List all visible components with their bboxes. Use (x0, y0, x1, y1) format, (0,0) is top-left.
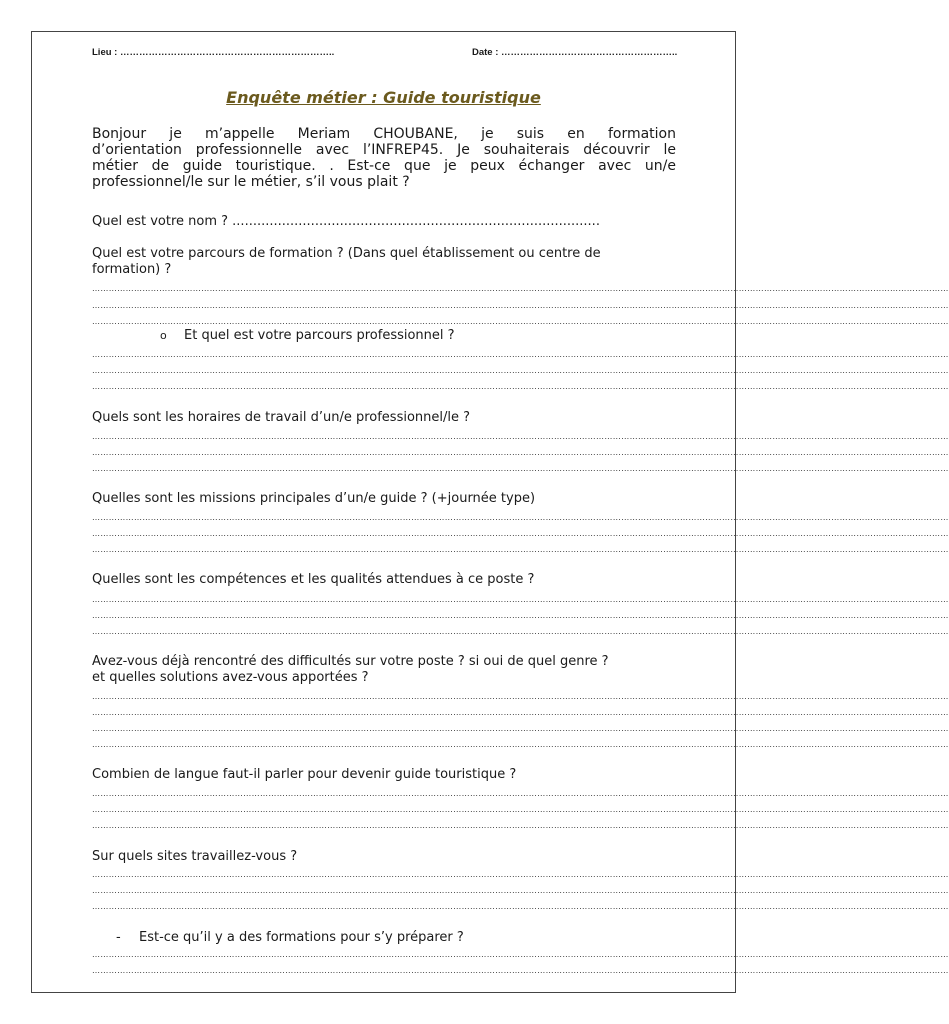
answer-line: ……………………………………………………………………………………………………………………………………………………………………………………………………………………………………………………………………………… (92, 284, 949, 293)
question-formations-preparer: Est-ce qu’il y a des formations pour s’y préparer ? (139, 930, 464, 945)
intro-paragraph (92, 126, 676, 190)
answer-line: ……………………………………………………………………………………………………………………………………………………………………………………………………………………………………………………………………………… (92, 432, 949, 441)
answer-line: ……………………………………………………………………………………………………………………………………………………………………………………………………………………………………………………………………………… (92, 950, 949, 959)
question-formation-cont: formation) ? (92, 262, 172, 277)
intro-line: d’orientation professionnelle avec l’INFREP45. Je souhaiterais découvrir le (92, 142, 676, 158)
answer-line: ……………………………………………………………………………………………………………………………………………………………………………………………………………………………………………………………………………… (92, 382, 949, 391)
question-horaires: Quels sont les horaires de travail d’un/e professionnel/le ? (92, 410, 471, 425)
question-name: Quel est votre nom ? ......................................................................................... (92, 214, 600, 229)
answer-line: ……………………………………………………………………………………………………………………………………………………………………………………………………………………………………………………………………………… (92, 886, 949, 895)
answer-line: ……………………………………………………………………………………………………………………………………………………………………………………………………………………………………………………………………………… (92, 708, 949, 717)
lieu-label: Lieu : (92, 47, 118, 58)
answer-line: ……………………………………………………………………………………………………………………………………………………………………………………………………………………………………………………………………………… (92, 966, 949, 975)
document-page (31, 31, 949, 993)
answer-line: ……………………………………………………………………………………………………………………………………………………………………………………………………………………………………………………………………………… (92, 301, 949, 310)
page-title: Enquête métier : Guide touristique (226, 88, 541, 107)
answer-line: ……………………………………………………………………………………………………………………………………………………………………………………………………………………………………………………………………………… (92, 366, 949, 375)
question-difficultes-cont: et quelles solutions avez-vous apportées ? (92, 670, 369, 685)
answer-line: ……………………………………………………………………………………………………………………………………………………………………………………………………………………………………………………………………………… (92, 740, 949, 749)
date-field (472, 47, 677, 58)
answer-line: ……………………………………………………………………………………………………………………………………………………………………………………………………………………………………………………………………………… (92, 789, 949, 798)
answer-line: ……………………………………………………………………………………………………………………………………………………………………………………………………………………………………………………………………………… (92, 821, 949, 830)
question-competences: Quelles sont les compétences et les qualités attendues à ce poste ? (92, 572, 535, 587)
answer-line: ……………………………………………………………………………………………………………………………………………………………………………………………………………………………………………………………………………… (92, 724, 949, 733)
answer-line: ……………………………………………………………………………………………………………………………………………………………………………………………………………………………………………………………………………… (92, 902, 949, 911)
date-label: Date : (472, 47, 499, 58)
dash-bullet: - (116, 930, 121, 945)
answer-line: ……………………………………………………………………………………………………………………………………………………………………………………………………………………………………………………………………………… (92, 692, 949, 701)
answer-line: ……………………………………………………………………………………………………………………………………………………………………………………………………………………………………………………………………………… (92, 317, 949, 326)
answer-line: ……………………………………………………………………………………………………………………………………………………………………………………………………………………………………………………………………………… (92, 350, 949, 359)
answer-line: ……………………………………………………………………………………………………………………………………………………………………………………………………………………………………………………………………………… (92, 870, 949, 879)
answer-line: ……………………………………………………………………………………………………………………………………………………………………………………………………………………………………………………………………………… (92, 805, 949, 814)
lieu-dots: ………………………………………………………….. (119, 47, 335, 58)
intro-line: Bonjour je m’appelle Meriam CHOUBANE, je suis en formation (92, 126, 676, 142)
question-langues: Combien de langue faut-il parler pour devenir guide touristique ? (92, 767, 517, 782)
circle-bullet: o (160, 329, 167, 342)
answer-line: ……………………………………………………………………………………………………………………………………………………………………………………………………………………………………………………………………………… (92, 448, 949, 457)
question-parcours-pro: Et quel est votre parcours professionnel ? (184, 328, 455, 343)
question-missions: Quelles sont les missions principales d’un/e guide ? (+journée type) (92, 491, 536, 506)
intro-line: métier de guide touristique. . Est-ce que je peux échanger avec un/e (92, 158, 676, 174)
question-formation: Quel est votre parcours de formation ? (Dans quel établissement ou centre de (92, 246, 601, 261)
lieu-field (92, 47, 334, 58)
answer-line: ……………………………………………………………………………………………………………………………………………………………………………………………………………………………………………………………………………… (92, 545, 949, 554)
intro-line: professionnel/le sur le métier, s’il vous plait ? (92, 174, 410, 190)
question-difficultes: Avez-vous déjà rencontré des difficultés sur votre poste ? si oui de quel genre ? (92, 654, 609, 669)
date-dots: ……………………………………………….. (501, 47, 678, 58)
answer-line: ……………………………………………………………………………………………………………………………………………………………………………………………………………………………………………………………………………… (92, 513, 949, 522)
answer-line: ……………………………………………………………………………………………………………………………………………………………………………………………………………………………………………………………………………… (92, 464, 949, 473)
question-sites: Sur quels sites travaillez-vous ? (92, 849, 298, 864)
answer-line: ……………………………………………………………………………………………………………………………………………………………………………………………………………………………………………………………………………… (92, 595, 949, 604)
answer-line: ……………………………………………………………………………………………………………………………………………………………………………………………………………………………………………………………………………… (92, 529, 949, 538)
answer-line: ……………………………………………………………………………………………………………………………………………………………………………………………………………………………………………………………………………… (92, 627, 949, 636)
answer-line: ……………………………………………………………………………………………………………………………………………………………………………………………………………………………………………………………………………… (92, 611, 949, 620)
